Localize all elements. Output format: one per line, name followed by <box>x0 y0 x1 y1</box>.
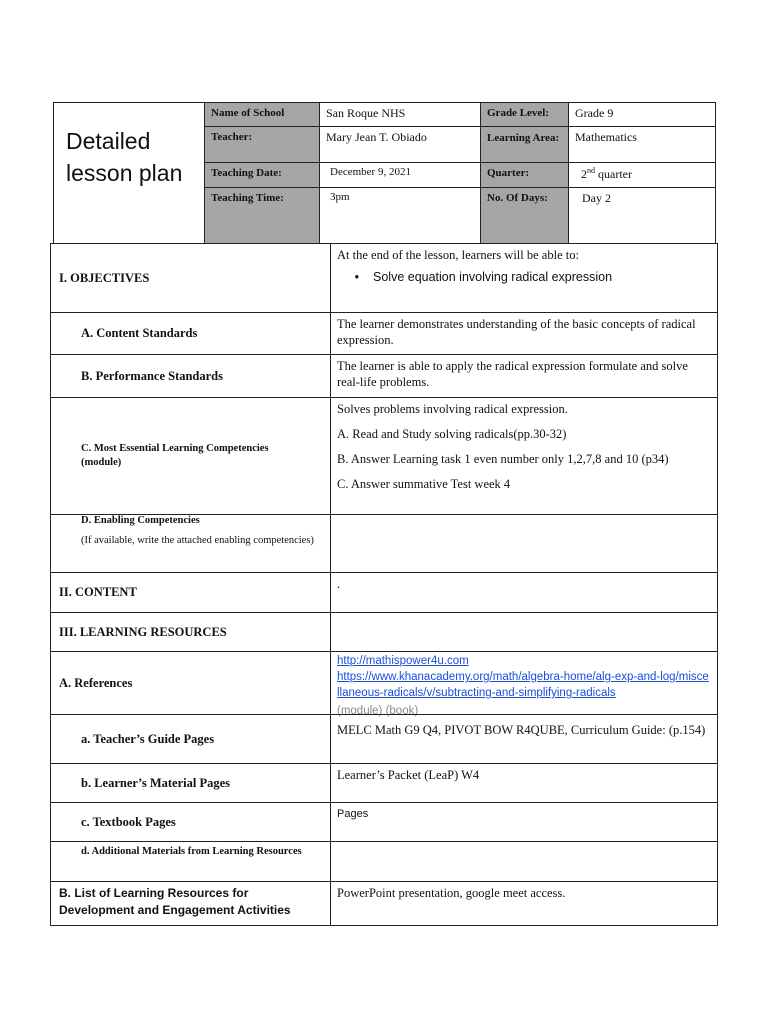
competency-line-3: B. Answer Learning task 1 even number only 1,2,7,8 and 10 (p34) <box>337 452 669 466</box>
bullet-icon: • <box>354 270 359 284</box>
document-title <box>66 125 182 189</box>
objectives-intro: At the end of the lesson, learners will be able to: <box>337 248 579 262</box>
learners-material-label: b. Learner’s Material Pages <box>50 763 331 803</box>
list-resources-label: B. List of Learning Resources for Development and Engagement Activities <box>59 886 291 917</box>
enabling-label-cell <box>50 514 331 573</box>
title-line-1: Detailed <box>66 128 151 154</box>
learning-resources-value-cell <box>330 612 718 652</box>
competencies-label-cell <box>50 397 331 515</box>
learning-resources-label: III. LEARNING RESOURCES <box>50 612 331 652</box>
objectives-bullet-text: Solve equation involving radical expression <box>373 270 613 284</box>
label-no-of-days: No. Of Days: <box>480 187 569 244</box>
value-quarter <box>568 162 716 188</box>
quarter-word: quarter <box>595 167 632 181</box>
competencies-label: C. Most Essential Learning Competencies (module) <box>81 443 269 468</box>
enabling-value-cell <box>330 514 718 573</box>
label-teacher: Teacher: <box>204 126 320 163</box>
list-resources-label-cell <box>50 881 331 926</box>
content-label: II. CONTENT <box>50 572 331 613</box>
value-teaching-time: 3pm <box>319 187 481 244</box>
reference-link-khanacademy[interactable]: https://www.khanacademy.org/math/algebra-home/alg-exp-and-log/miscellaneous-radicals/v/subtracting-and-simplifying-radicals <box>337 671 709 699</box>
content-value: . <box>330 572 718 613</box>
performance-standards-label: B. Performance Standards <box>50 354 331 398</box>
content-standards-text: The learner demonstrates understanding of the basic concepts of radical expression. <box>330 312 718 355</box>
references-cell <box>330 651 718 715</box>
list-resources-text: PowerPoint presentation, google meet access. <box>330 881 718 926</box>
content-standards-label: A. Content Standards <box>50 312 331 355</box>
title-box <box>53 102 205 244</box>
textbook-text: Pages <box>330 802 718 842</box>
value-name-of-school: San Roque NHS <box>319 102 481 127</box>
competencies-cell <box>330 397 718 515</box>
additional-value-cell <box>330 841 718 882</box>
value-teaching-date: December 9, 2021 <box>319 162 481 188</box>
title-line-2: lesson plan <box>66 160 183 186</box>
references-note: (module) (book) <box>337 705 419 717</box>
objectives-cell <box>330 243 718 313</box>
quarter-number: 2 <box>581 167 587 181</box>
teachers-guide-label: a. Teacher’s Guide Pages <box>50 714 331 764</box>
reference-link-mathispower4u[interactable]: http://mathispower4u.com <box>337 655 469 667</box>
competency-line-2: A. Read and Study solving radicals(pp.30-32) <box>337 427 567 441</box>
label-quarter: Quarter: <box>480 162 569 188</box>
competency-line-4: C. Answer summative Test week 4 <box>337 477 511 491</box>
competency-line-1: Solves problems involving radical expression. <box>337 402 568 416</box>
textbook-label: c. Textbook Pages <box>50 802 331 842</box>
additional-label-cell <box>50 841 331 882</box>
label-learning-area: Learning Area: <box>480 126 569 163</box>
label-teaching-date: Teaching Date: <box>204 162 320 188</box>
enabling-label: D. Enabling Competencies <box>81 515 200 526</box>
objectives-bullet-item <box>337 269 711 286</box>
value-no-of-days: Day 2 <box>568 187 716 244</box>
value-teacher: Mary Jean T. Obiado <box>319 126 481 163</box>
label-name-of-school: Name of School <box>204 102 320 127</box>
enabling-note: (If available, write the attached enabling competencies) <box>81 535 314 546</box>
learners-material-text: Learner’s Packet (LeaP) W4 <box>330 763 718 803</box>
value-grade-level: Grade 9 <box>568 102 716 127</box>
references-label: A. References <box>50 651 331 715</box>
quarter-suffix: nd <box>587 166 595 175</box>
label-grade-level: Grade Level: <box>480 102 569 127</box>
teachers-guide-text: MELC Math G9 Q4, PIVOT BOW R4QUBE, Curriculum Guide: (p.154) <box>330 714 718 764</box>
label-teaching-time: Teaching Time: <box>204 187 320 244</box>
performance-standards-text: The learner is able to apply the radical expression formulate and solve real-life problems. <box>330 354 718 398</box>
objectives-label: I. OBJECTIVES <box>50 243 331 313</box>
value-learning-area: Mathematics <box>568 126 716 163</box>
additional-label: d. Additional Materials from Learning Resources <box>81 846 302 857</box>
